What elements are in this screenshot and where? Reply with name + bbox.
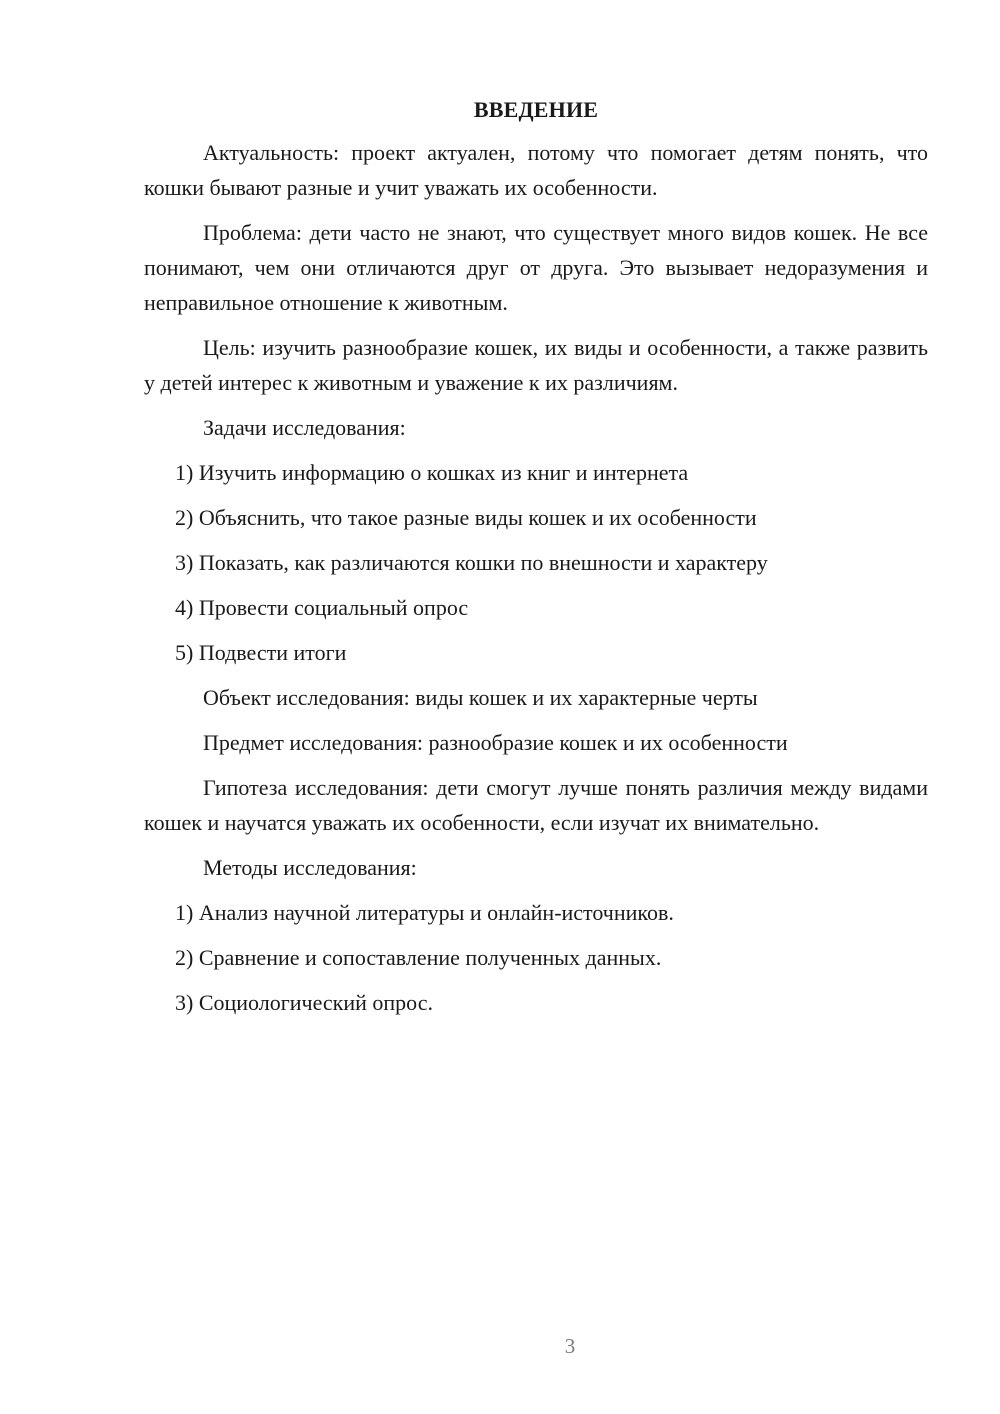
hypothesis-paragraph: Гипотеза исследования: дети смогут лучше понять различия между видами кошек и научатся уважать их особенности, если изучат их внимательно.: [144, 775, 928, 835]
methods-heading: Методы исследования:: [203, 855, 417, 880]
page-content: [144, 93, 928, 1030]
goal-paragraph: Цель: изучить разнообразие кошек, их виды и особенности, а также развить у детей интерес к животным и уважение к их различиям.: [144, 335, 928, 395]
method-item: 2) Сравнение и сопоставление полученных данных.: [175, 945, 662, 970]
task-item: 5) Подвести итоги: [175, 640, 347, 665]
problem-paragraph: Проблема: дети часто не знают, что существует много видов кошек. Не все понимают, чем они отличаются друг от друга. Это вызывает недоразумения и неправильное отношение к животным.: [144, 220, 928, 315]
task-item: 3) Показать, как различаются кошки по внешности и характеру: [175, 550, 768, 575]
task-item: 4) Провести социальный опрос: [175, 595, 469, 620]
subject-paragraph: Предмет исследования: разнообразие кошек и их особенности: [203, 730, 788, 755]
task-item: 2) Объяснить, что такое разные виды кошек и их особенности: [175, 505, 757, 530]
task-item: 1) Изучить информацию о кошках из книг и интернета: [175, 460, 689, 485]
page-number: 3: [564, 1334, 576, 1358]
method-item: 3) Социологический опрос.: [175, 990, 433, 1015]
method-item: 1) Анализ научной литературы и онлайн-источников.: [175, 900, 674, 925]
tasks-heading: Задачи исследования:: [203, 415, 406, 440]
section-title: ВВЕДЕНИЕ: [473, 97, 599, 122]
object-paragraph: Объект исследования: виды кошек и их характерные черты: [203, 685, 758, 710]
relevance-paragraph: Актуальность: проект актуален, потому что помогает детям понять, что кошки бывают разные и учит уважать их особенности.: [144, 140, 928, 200]
